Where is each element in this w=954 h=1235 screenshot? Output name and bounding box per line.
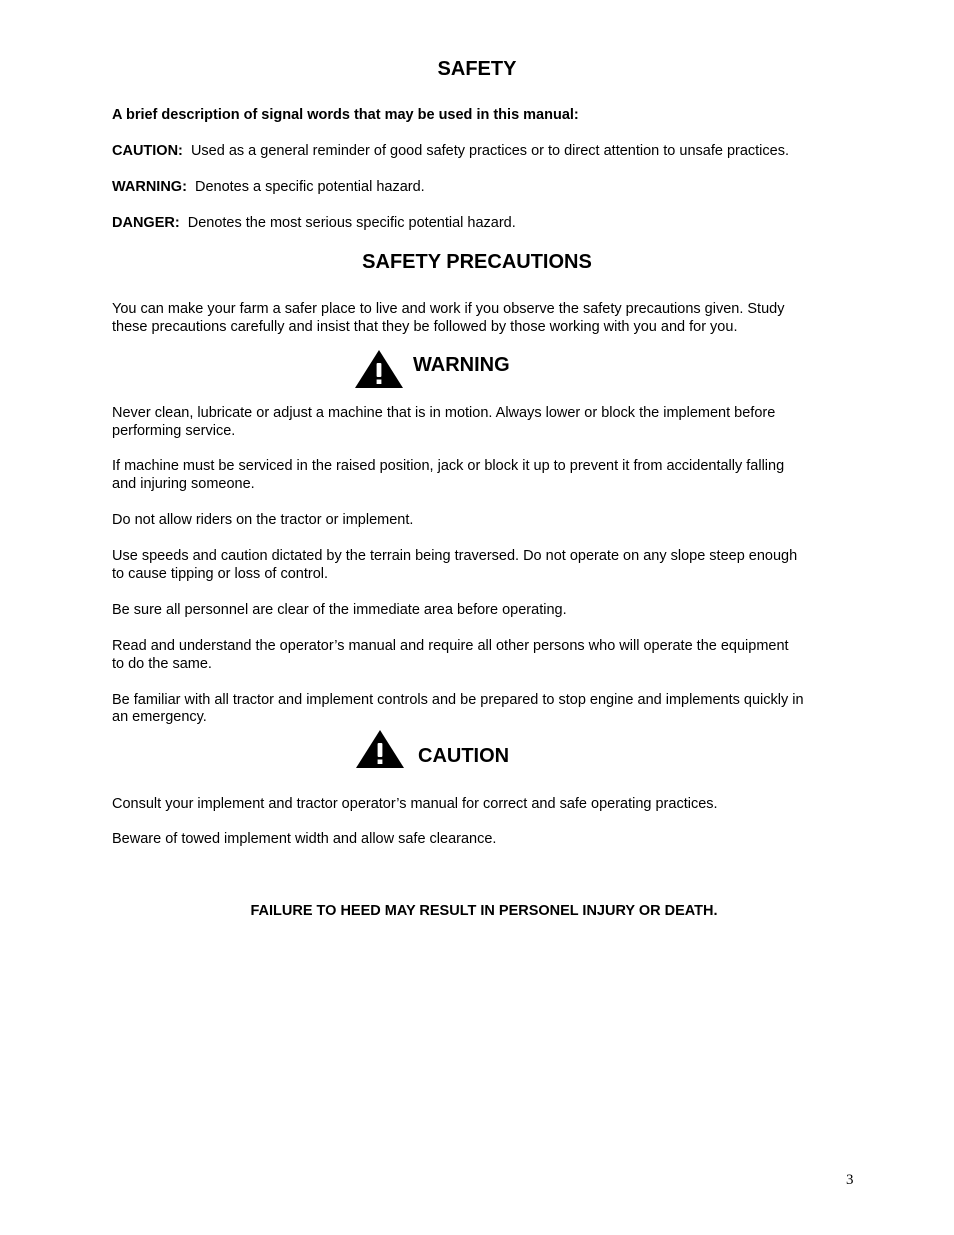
warning-paragraph-line: performing service. [112, 423, 236, 439]
warning-paragraph-line: Be familiar with all tractor and implement controls and be prepared to stop engine and implements quickly in [112, 692, 804, 708]
precautions-intro-line: these precautions carefully and insist that they be followed by those working with you and for you. [112, 319, 738, 335]
warning-paragraph-line: If machine must be serviced in the raised position, jack or block it up to prevent it from accidentally falling [112, 458, 785, 474]
warning-paragraph-line: and injuring someone. [112, 476, 255, 492]
warning-paragraph-line: Be sure all personnel are clear of the immediate area before operating. [112, 602, 567, 618]
warning-paragraph-line: Never clean, lubricate or adjust a machine that is in motion. Always lower or block the implement before [112, 405, 776, 421]
definition-danger [112, 214, 862, 232]
definition-text: Used as a general reminder of good safety practices or to direct attention to unsafe practices. [190, 143, 790, 159]
warning-paragraph-line: to do the same. [112, 656, 212, 672]
definition-caution [112, 142, 862, 160]
definition-text: Denotes a specific potential hazard. [194, 179, 425, 195]
warning-paragraph-line: an emergency. [112, 709, 207, 725]
caution-paragraph-line: Consult your implement and tractor operator’s manual for correct and safe operating practices. [112, 796, 718, 812]
warning-label: WARNING [413, 354, 510, 376]
warning-paragraph-line: to cause tipping or loss of control. [112, 566, 329, 582]
precautions-title: SAFETY PRECAUTIONS [362, 251, 592, 273]
page-title: SAFETY [437, 58, 517, 80]
definition-term: DANGER: [112, 215, 180, 231]
definition-term: CAUTION: [112, 143, 183, 159]
definition-warning [112, 178, 862, 196]
warning-paragraph-line: Do not allow riders on the tractor or implement. [112, 512, 414, 528]
warning-paragraph-line: Use speeds and caution dictated by the terrain being traversed. Do not operate on any slope steep enough [112, 548, 798, 564]
definition-text: Denotes the most serious specific potential hazard. [187, 215, 516, 231]
footer-notice: FAILURE TO HEED MAY RESULT IN PERSONEL INJURY OR DEATH. [250, 903, 718, 919]
caution-paragraph-line: Beware of towed implement width and allow safe clearance. [112, 831, 497, 847]
signal-words-intro: A brief description of signal words that may be used in this manual: [112, 107, 579, 123]
page-number: 3 [846, 1172, 854, 1188]
warning-paragraph-line: Read and understand the operator’s manual and require all other persons who will operate the equipment [112, 638, 789, 654]
caution-triangle-icon [355, 729, 405, 769]
precautions-intro-line: You can make your farm a safer place to live and work if you observe the safety precautions given. Study [112, 301, 785, 317]
caution-label: CAUTION [418, 745, 510, 767]
definition-term: WARNING: [112, 179, 187, 195]
warning-triangle-icon [354, 349, 404, 389]
